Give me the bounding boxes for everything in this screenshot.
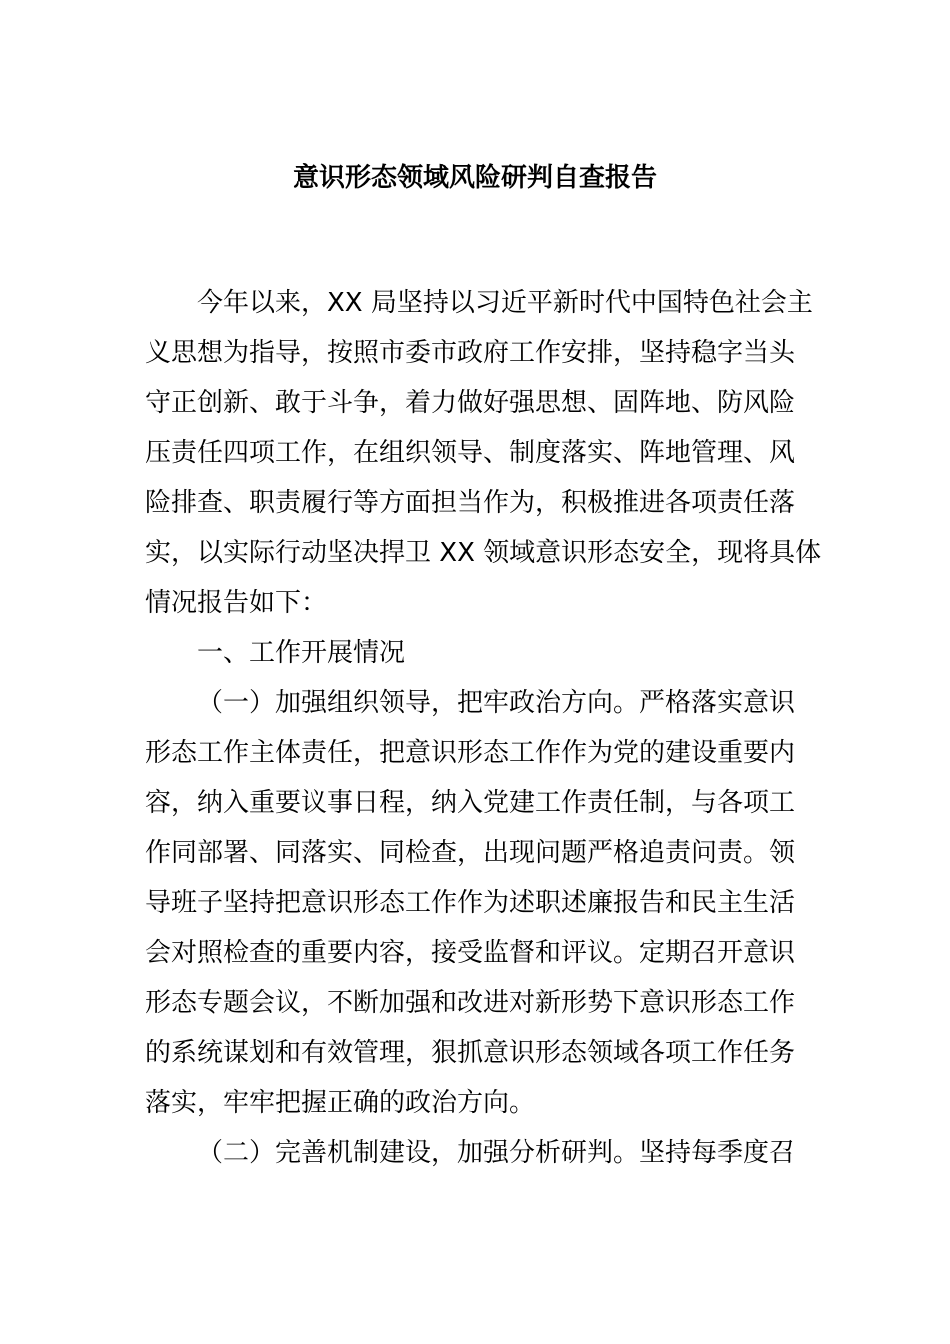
section-heading: 一、工作开展情况 xyxy=(197,638,406,668)
paragraph-line: 会对照检查的重要内容，接受监督和评议。定期召开意识 xyxy=(145,938,796,968)
paragraph-line: 形态专题会议，不断加强和改进对新形势下意识形态工作 xyxy=(145,988,796,1018)
paragraph-line: 作同部署、同落实、同检查，出现问题严格追责问责。领 xyxy=(145,838,796,868)
paragraph-line: 导班子坚持把意识形态工作作为述职述廉报告和民主生活 xyxy=(145,888,796,918)
paragraph-line: 的系统谋划和有效管理，狠抓意识形态领域各项工作任务 xyxy=(145,1038,796,1068)
paragraph-line: 义思想为指导，按照市委市政府工作安排，坚持稳字当头 xyxy=(145,338,796,368)
paragraph-line: 守正创新、敢于斗争，着力做好强思想、固阵地、防风险 xyxy=(145,388,796,418)
paragraph-line: 情况报告如下： xyxy=(145,588,328,618)
paragraph-line: 落实，牢牢把握正确的政治方向。 xyxy=(145,1088,536,1118)
paragraph-line: 容，纳入重要议事日程，纳入党建工作责任制，与各项工 xyxy=(145,788,796,818)
paragraph-line: 今年以来，XX 局坚持以习近平新时代中国特色社会主 xyxy=(197,288,813,318)
document-title: 意识形态领域风险研判自查报告 xyxy=(292,163,657,193)
paragraph-line: （一）加强组织领导，把牢政治方向。严格落实意识 xyxy=(197,688,796,718)
paragraph-line: 险排查、职责履行等方面担当作为，积极推进各项责任落 xyxy=(145,488,796,518)
paragraph-line: 形态工作主体责任，把意识形态工作作为党的建设重要内 xyxy=(145,738,796,768)
paragraph-line: 实，以实际行动坚决捍卫 XX 领域意识形态安全，现将具体 xyxy=(145,538,822,568)
paragraph-line: （二）完善机制建设，加强分析研判。坚持每季度召 xyxy=(197,1138,796,1168)
document-body xyxy=(145,278,822,1178)
paragraph-line: 压责任四项工作，在组织领导、制度落实、阵地管理、风 xyxy=(145,438,796,468)
